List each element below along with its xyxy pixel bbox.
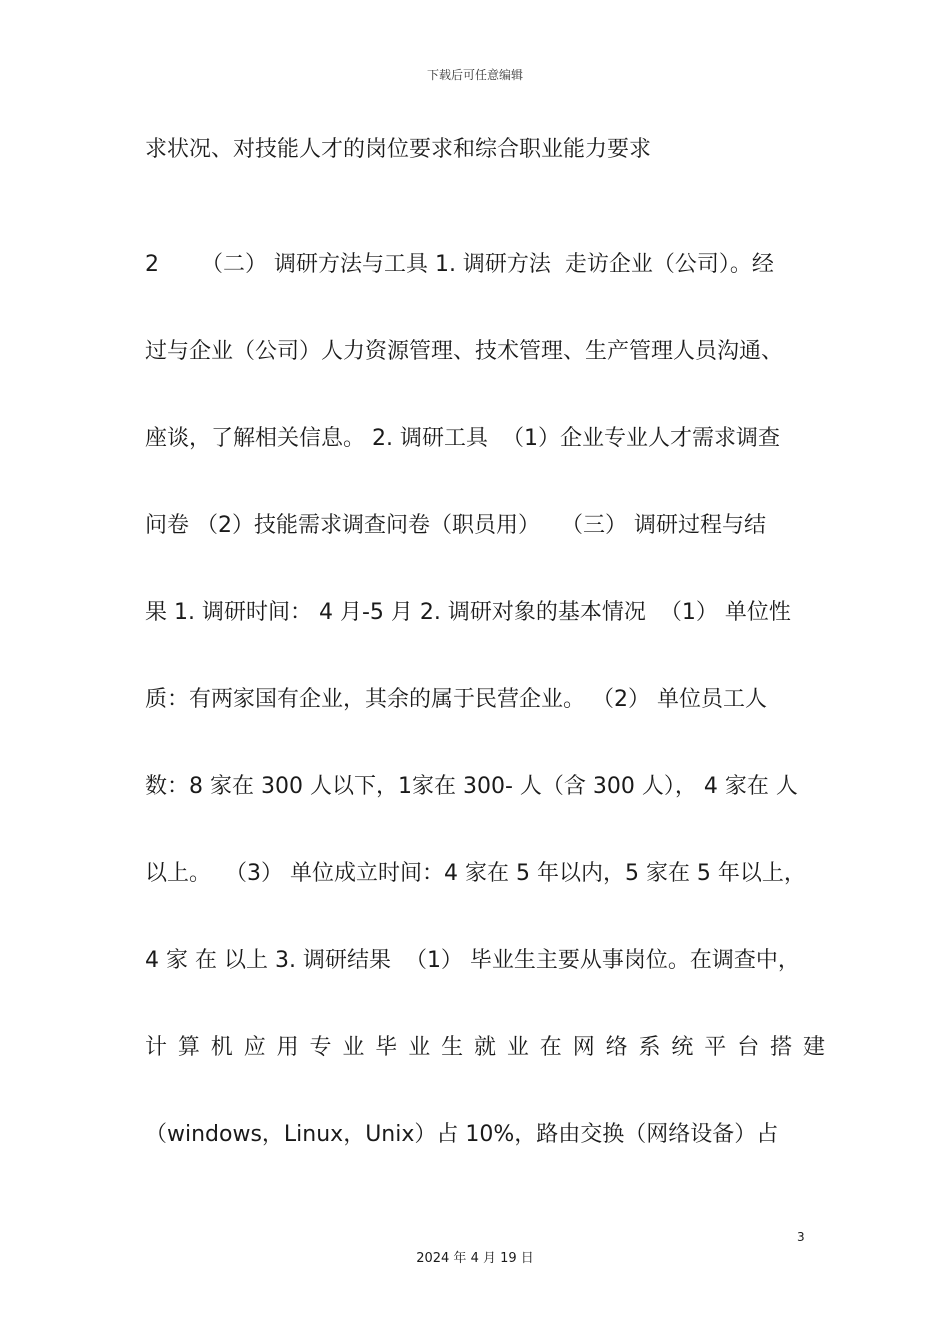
body-line: 座谈，了解相关信息。 2. 调研工具 （1）企业专业人才需求调查 (145, 426, 780, 451)
page-number: 3 (797, 1230, 805, 1244)
document-body (145, 126, 825, 1198)
body-line: 以上。 （3） 单位成立时间：4 家在 5 年以内，5 家在 5 年以上， (145, 861, 806, 886)
body-line: 问卷 （2）技能需求调查问卷（职员用） （三） 调研过程与结 (145, 513, 766, 538)
body-line: 4 家 在 以上 3. 调研结果 （1） 毕业生主要从事岗位。在调查中， (145, 948, 800, 973)
body-line: 数：8 家在 300 人以下，1家在 300- 人（含 300 人）， 4 家在 人 (145, 774, 798, 799)
body-line: 过与企业（公司）人力资源管理、技术管理、生产管理人员沟通、 (145, 339, 784, 364)
body-line: 果 1. 调研时间： 4 月-5 月 2. 调研对象的基本情况 （1） 单位性 (145, 600, 791, 625)
body-line: 计 算 机 应 用 专 业 毕 业 生 就 业 在 网 络 系 统 平 台 搭 建 (145, 1035, 825, 1060)
page-footer-date: 2024 年 4 月 19 日 (416, 1251, 534, 1266)
page-header-note: 下载后可任意编辑 (426, 68, 523, 82)
body-line: 求状况、对技能人才的岗位要求和综合职业能力要求 (145, 137, 652, 162)
body-line: 质：有两家国有企业，其余的属于民营企业。 （2） 单位员工人 (145, 687, 767, 712)
body-line: （windows，Linux，Unix）占 10%，路由交换（网络设备）占 (145, 1122, 779, 1147)
body-line: 2 （二） 调研方法与工具 1. 调研方法 走访企业（公司）。经 (145, 252, 774, 277)
